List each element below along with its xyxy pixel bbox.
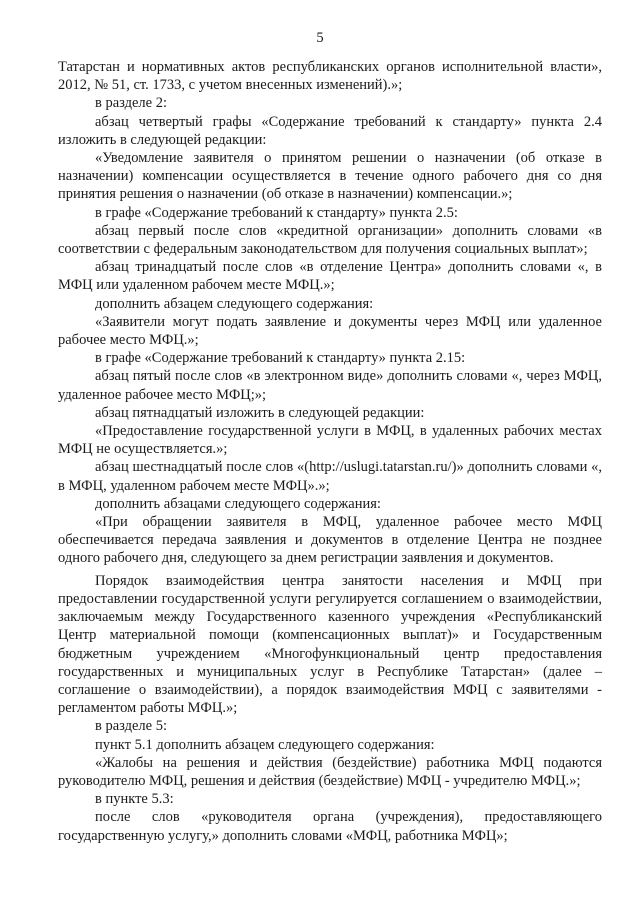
paragraph-first-abzac: абзац первый после слов «кредитной организации» дополнить словами «в соответствии с федеральным законодательством для получения социальных выплат»; [58, 222, 602, 258]
paragraph-quote-applicants: «Заявители могут подать заявление и документы через МФЦ или удаленное рабочее место МФЦ.»; [58, 313, 602, 349]
paragraph-fifth-abzac: абзац пятый после слов «в электронном виде» дополнить словами «, через МФЦ, удаленное рабочее место МФЦ;»; [58, 368, 602, 403]
paragraph-item-5-3: в пункте 5.3: [95, 791, 174, 808]
paragraph-item-2-5: в графе «Содержание требований к стандарту» пункта 2.5: [95, 204, 458, 221]
paragraph-sixteenth-abzac: абзац шестнадцатый после слов «(http://uslugi.tatarstan.ru/)» дополнить словами «, в МФЦ, удаленном рабочем месте МФЦ».»; [58, 459, 602, 494]
document-body [58, 58, 602, 845]
paragraph-quote-complaints: «Жалобы на решения и действия (бездействие) работника МФЦ подаются руководителю МФЦ, решения и действия (бездействие) МФЦ - учредителю МФЦ.»; [58, 754, 602, 789]
paragraph-section-2: в разделе 2: [95, 95, 168, 112]
paragraph-item-2-15: в графе «Содержание требований к стандарту» пункта 2.15: [95, 350, 466, 367]
paragraph-add-abzac: дополнить абзацем следующего содержания: [95, 295, 374, 312]
paragraph-quote-application-transfer: «При обращении заявителя в МФЦ, удаленное рабочее место МФЦ обеспечивается передача заявления и документов в отделение Центра не позднее одного рабочего дня, следующего за днем регистрации заявления и документов. [58, 514, 602, 567]
paragraph-interaction-order: Порядок взаимодействия центра занятости населения и МФЦ при предоставлении государственной услуги регулируется соглашением о взаимодействии, заключаемым между Государственного казенного учреждения «Республиканский Центр материальной помощи (компенсационных выплат)» и Государственным бюджетным учреждением «Многофункциональный центр предоставления государственных и муниципальных услуг в Республике Татарстан» (далее – соглашение о взаимодействии), а порядок взаимодействия МФЦ с заявителями - регламентом работы МФЦ.»; [58, 572, 602, 717]
paragraph-quote-provision: «Предоставление государственной услуги в МФЦ, в удаленных рабочих местах МФЦ не осуществляется.»; [58, 423, 602, 458]
paragraph-item-5-1: пункт 5.1 дополнить абзацем следующего содержания: [95, 736, 435, 753]
paragraph-item-2-4: абзац четвертый графы «Содержание требований к стандарту» пункта 2.4 изложить в следующей редакции: [58, 113, 602, 148]
paragraph-quote-notification: «Уведомление заявителя о принятом решении о назначении (об отказе в назначении) компенсации осуществляется в течение одного рабочего дня со дня принятия решения о назначении (об отказе в назначении) компенсации.»; [58, 150, 602, 203]
paragraph-after-words: после слов «руководителя органа (учреждения), предоставляющего государственную услугу,» дополнить словами «МФЦ, работника МФЦ»; [58, 809, 602, 844]
paragraph-section-5: в разделе 5: [95, 718, 168, 735]
page-number: 5 [316, 30, 324, 46]
paragraph-continuation: Татарстан и нормативных актов республиканских органов исполнительной власти», 2012, № 51, ст. 1733, с учетом внесенных изменений).»; [58, 59, 602, 94]
paragraph-thirteenth-abzac: абзац тринадцатый после слов «в отделение Центра» дополнить словами «, в МФЦ или удаленном рабочем месте МФЦ.»; [58, 259, 602, 294]
paragraph-add-abzacs: дополнить абзацами следующего содержания: [95, 495, 381, 512]
paragraph-fifteenth-abzac: абзац пятнадцатый изложить в следующей редакции: [95, 404, 425, 421]
